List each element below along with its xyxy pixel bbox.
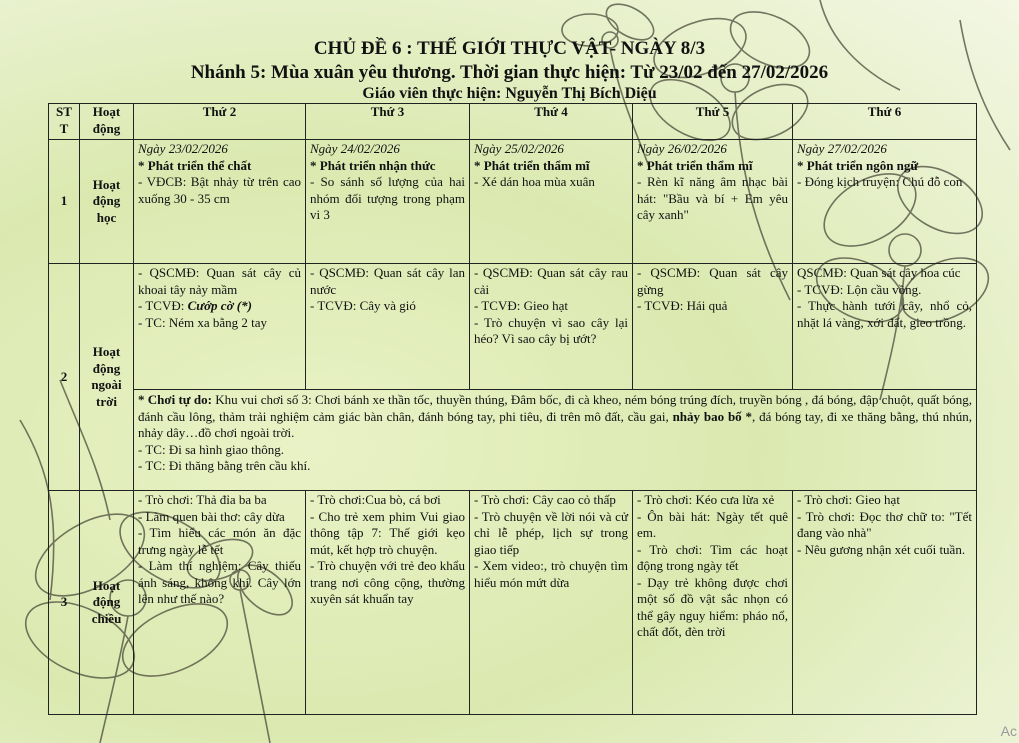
cell-monday bbox=[134, 264, 306, 390]
cell-line: - Ôn bài hát: Ngày tết quê em. bbox=[637, 508, 788, 540]
cell-tuesday bbox=[306, 491, 470, 715]
cell-line: - TCVĐ: Cây và gió bbox=[310, 298, 416, 313]
cell-line: - So sánh số lượng của hai nhóm đối tượng trong phạm vi 3 bbox=[310, 174, 465, 222]
cell-subject: * Phát triển thẩm mĩ bbox=[637, 157, 753, 173]
cell-line: - Trò chơi:Cua bò, cá bơi bbox=[310, 492, 441, 507]
cell-line: - Dạy trẻ không được chơi một số đồ vật sắc nhọn có thể gây nguy hiểm: pháo nổ, chất đốt, đèn trời bbox=[637, 574, 788, 639]
document-title: CHỦ ĐỀ 6 : THẾ GIỚI THỰC VẬT- NGÀY 8/3 bbox=[313, 38, 706, 59]
cell-line: - Rèn kĩ năng âm nhạc bài hát: "Bầu và bí + Em yêu cây xanh" bbox=[637, 174, 788, 222]
header-monday: Thứ 2 bbox=[134, 104, 306, 140]
free-play-label: * Chơi tự do: bbox=[138, 392, 212, 407]
cell-wednesday bbox=[470, 264, 633, 390]
cell-line: - Trò chơi: Tìm các hoạt động trong ngày tết bbox=[637, 541, 788, 573]
table-row bbox=[49, 264, 977, 390]
header-thursday: Thứ 5 bbox=[633, 104, 793, 140]
cell-friday bbox=[793, 264, 977, 390]
header-friday: Thứ 6 bbox=[793, 104, 977, 140]
cell-line: - Trò chuyện về lời nói và cử chỉ lễ phép, lịch sự trong giao tiếp bbox=[474, 508, 628, 557]
cell-thursday bbox=[633, 264, 793, 390]
branch-and-time: Nhánh 5: Mùa xuân yêu thương. Thời gian thực hiện: Từ 23/02 đến 27/02/2026 bbox=[190, 62, 829, 83]
cell-subject: * Phát triển ngôn ngữ bbox=[797, 157, 919, 173]
cell-subject: * Phát triển nhận thức bbox=[310, 157, 436, 173]
cell-line bbox=[138, 298, 301, 315]
cell-thursday bbox=[633, 140, 793, 264]
cell-line: - TC: Đi sa hình giao thông. bbox=[138, 441, 285, 457]
cell-line: - QSCMĐ: Quan sát cây gừng bbox=[637, 265, 788, 297]
header-wednesday: Thứ 4 bbox=[470, 104, 633, 140]
cell-line: - Xem video:, trò chuyện tìm hiểu món mứt dừa bbox=[474, 558, 628, 590]
row-number: 2 bbox=[49, 264, 80, 491]
free-play-bold: nhảy bao bố * bbox=[672, 408, 753, 424]
cell-line: - TCVĐ: Lộn cầu vồng. bbox=[797, 281, 922, 297]
table-row bbox=[49, 491, 977, 715]
cell-line: - Làm thí nghiệm: Cây thiếu ánh sáng, không khí. Cây lớn lên như thế nào? bbox=[138, 558, 301, 606]
cell-date: Ngày 26/02/2026 bbox=[637, 141, 727, 156]
cell-friday bbox=[793, 491, 977, 715]
cell-tuesday bbox=[306, 264, 470, 390]
row-number: 1 bbox=[49, 140, 80, 264]
weekly-plan-table bbox=[48, 103, 977, 715]
cell-subject: * Phát triển thẩm mĩ bbox=[474, 157, 590, 173]
cell-line: - Trò chuyện vì sao cây lại héo? Vì sao cây bị ướt? bbox=[474, 314, 628, 346]
cell-line: - Trò chơi: Kéo cưa lừa xẻ bbox=[637, 492, 775, 507]
cell-line: - Nêu gương nhận xét cuối tuần. bbox=[797, 541, 966, 557]
table-row bbox=[49, 140, 977, 264]
row-number: 3 bbox=[49, 491, 80, 715]
cell-line: - TCVĐ: Hái quả bbox=[637, 298, 728, 313]
cell-line: QSCMĐ: Quan sát cây hoa cúc bbox=[797, 265, 961, 280]
cell-line: - Trò chơi: Cây cao cỏ thấp bbox=[474, 492, 616, 507]
game-name: Cướp cờ (*) bbox=[187, 298, 252, 313]
cell-date: Ngày 27/02/2026 bbox=[797, 141, 887, 156]
cell-wednesday bbox=[470, 140, 633, 264]
activity-name: Hoạt động học bbox=[80, 140, 134, 264]
cell-line: - TC: Đi thăng bằng trên cầu khí. bbox=[138, 458, 311, 473]
header-activity: Hoạt động bbox=[80, 104, 134, 140]
cell-line: - Cho trẻ xem phim Vui giao thông tập 7: Thế giới kẹo mút, kết hợp trò chuyện. bbox=[310, 508, 465, 557]
watermark-text: Ac bbox=[1000, 723, 1017, 739]
free-play-cell bbox=[134, 390, 977, 491]
table-row-free-play bbox=[49, 390, 977, 491]
cell-line: - TC: Ném xa bằng 2 tay bbox=[138, 314, 268, 330]
cell-date: Ngày 24/02/2026 bbox=[310, 141, 400, 156]
free-play-tail: , đá bóng tay, đi xe thăng bằng, thú nhún, nhảy dây…đồ chơi ngoài trời. bbox=[138, 408, 973, 440]
header-stt: ST T bbox=[49, 104, 80, 140]
cell-wednesday bbox=[470, 491, 633, 715]
cell-line: - Trò chuyện với trẻ đeo khẩu trang nơi công cộng, thường xuyên sát khuẩn tay bbox=[310, 558, 465, 606]
cell-line-prefix: - TCVĐ: bbox=[138, 298, 188, 313]
cell-thursday bbox=[633, 491, 793, 715]
cell-line: - Thực hành tưới cây, nhổ cỏ, nhặt lá vàng, xới đất, gieo trồng. bbox=[797, 298, 972, 330]
cell-monday bbox=[134, 491, 306, 715]
activity-name: Hoạt động chiều bbox=[80, 491, 134, 715]
cell-line: - Tìm hiểu các món ăn đặc trưng ngày lễ tết bbox=[138, 525, 301, 557]
cell-line: - Trò chơi: Đọc thơ chữ to: "Tết đang vào nhà" bbox=[797, 508, 972, 540]
free-play-body: Khu vui chơi số 3: Chơi bánh xe thần tốc, thuyền thúng, Đâm bốc, đi cà kheo, ném bóng trúng đích, truyền bóng , đá bóng, đập chuột, quất bóng, đánh cầu lông, thảm trải nghiệm cảm giác bàn chân, đánh bóng tay, phi tiêu, đi trên mô đất, cầu gai, bbox=[138, 392, 972, 424]
cell-tuesday bbox=[306, 140, 470, 264]
activity-name: Hoạt động ngoài trời bbox=[80, 264, 134, 491]
cell-date: Ngày 23/02/2026 bbox=[138, 141, 228, 156]
cell-line: - Xé dán hoa mùa xuân bbox=[474, 174, 595, 189]
cell-friday bbox=[793, 140, 977, 264]
cell-line: - Đóng kịch truyện: Chú đỗ con bbox=[797, 174, 963, 189]
cell-monday bbox=[134, 140, 306, 264]
free-play-text bbox=[138, 392, 972, 442]
cell-line: - QSCMĐ: Quan sát cây củ khoai tây nảy mầm bbox=[138, 265, 301, 297]
cell-line: - Làm quen bài thơ: cây dừa bbox=[138, 508, 285, 524]
teacher-name: Giáo viên thực hiện: Nguyễn Thị Bích Diệu bbox=[362, 85, 657, 102]
header-row bbox=[49, 104, 977, 140]
cell-date: Ngày 25/02/2026 bbox=[474, 141, 564, 156]
cell-subject: * Phát triển thể chất bbox=[138, 157, 252, 173]
header-tuesday: Thứ 3 bbox=[306, 104, 470, 140]
cell-line: - TCVĐ: Gieo hạt bbox=[474, 298, 568, 313]
cell-line: - Trò chơi: Thả đỉa ba ba bbox=[138, 492, 267, 507]
cell-line: - QSCMĐ: Quan sát cây lan nước bbox=[310, 265, 465, 297]
cell-line: - Trò chơi: Gieo hạt bbox=[797, 492, 900, 507]
cell-line: - QSCMĐ: Quan sát cây rau cải bbox=[474, 265, 628, 297]
cell-line: - VĐCB: Bật nhảy từ trên cao xuống 30 - 35 cm bbox=[138, 174, 301, 206]
